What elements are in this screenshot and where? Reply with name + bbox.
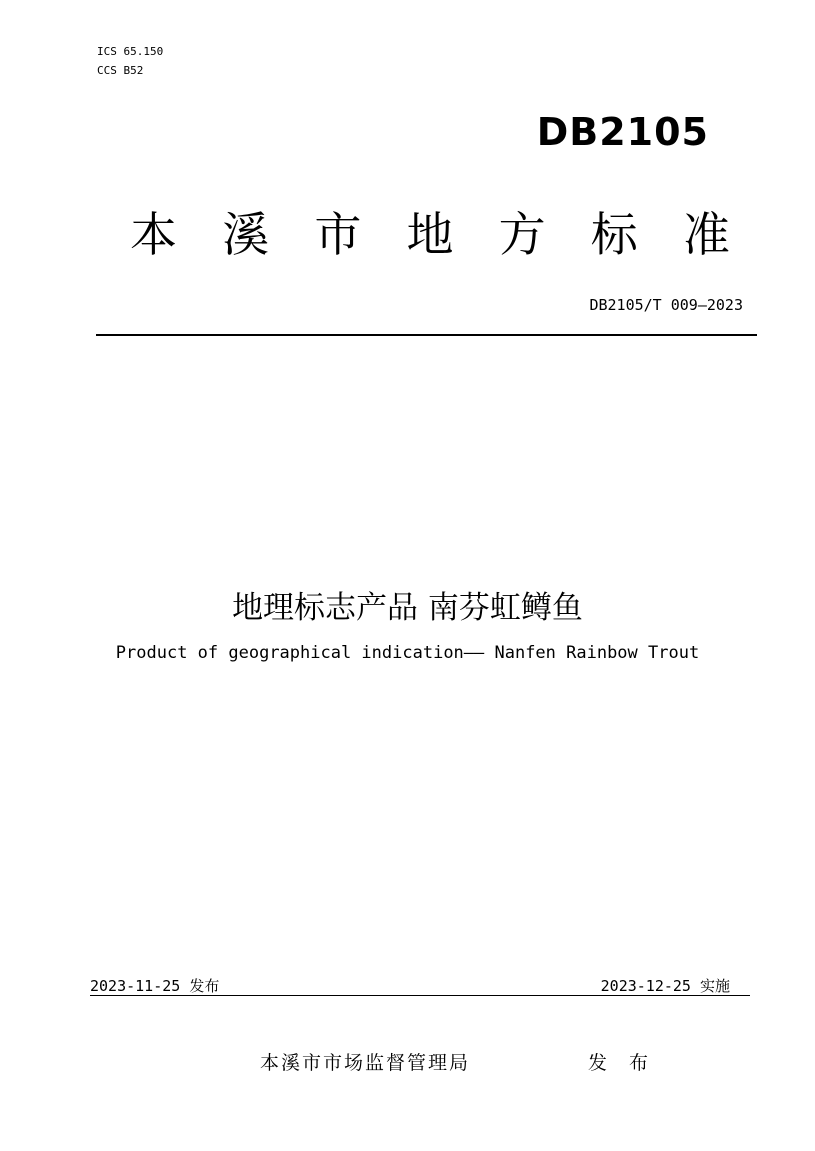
publish-date: 2023-11-25 发布 <box>90 977 220 995</box>
issuing-authority: 本溪市市场监督管理局 <box>260 1052 471 1074</box>
date-line <box>90 975 750 997</box>
standard-code: DB2105 <box>536 110 709 154</box>
standard-type-char: 市 <box>314 208 362 263</box>
standard-type-char: 地 <box>406 208 454 263</box>
classification-codes <box>97 42 163 80</box>
document-title-english: Product of geographical indication—— Nanfen Rainbow Trout <box>115 643 700 663</box>
standard-type-char: 准 <box>682 208 730 263</box>
standard-type-char: 溪 <box>222 208 270 263</box>
date-divider <box>90 995 750 996</box>
ics-code: ICS 65.150 <box>97 45 164 58</box>
issue-label: 发 布 <box>588 1052 657 1074</box>
ccs-code: CCS B52 <box>97 64 144 77</box>
standard-type-char: 方 <box>498 208 546 263</box>
standard-number: DB2105/T 009—2023 <box>589 296 743 314</box>
document-title-chinese: 地理标志产品 南芬虹鳟鱼 <box>232 590 583 626</box>
standard-type-char: 本 <box>130 208 177 263</box>
implementation-date: 2023-12-25 实施 <box>600 977 730 995</box>
header-divider <box>96 334 757 336</box>
standard-type-char: 标 <box>590 208 638 263</box>
standard-type-title <box>130 198 730 265</box>
